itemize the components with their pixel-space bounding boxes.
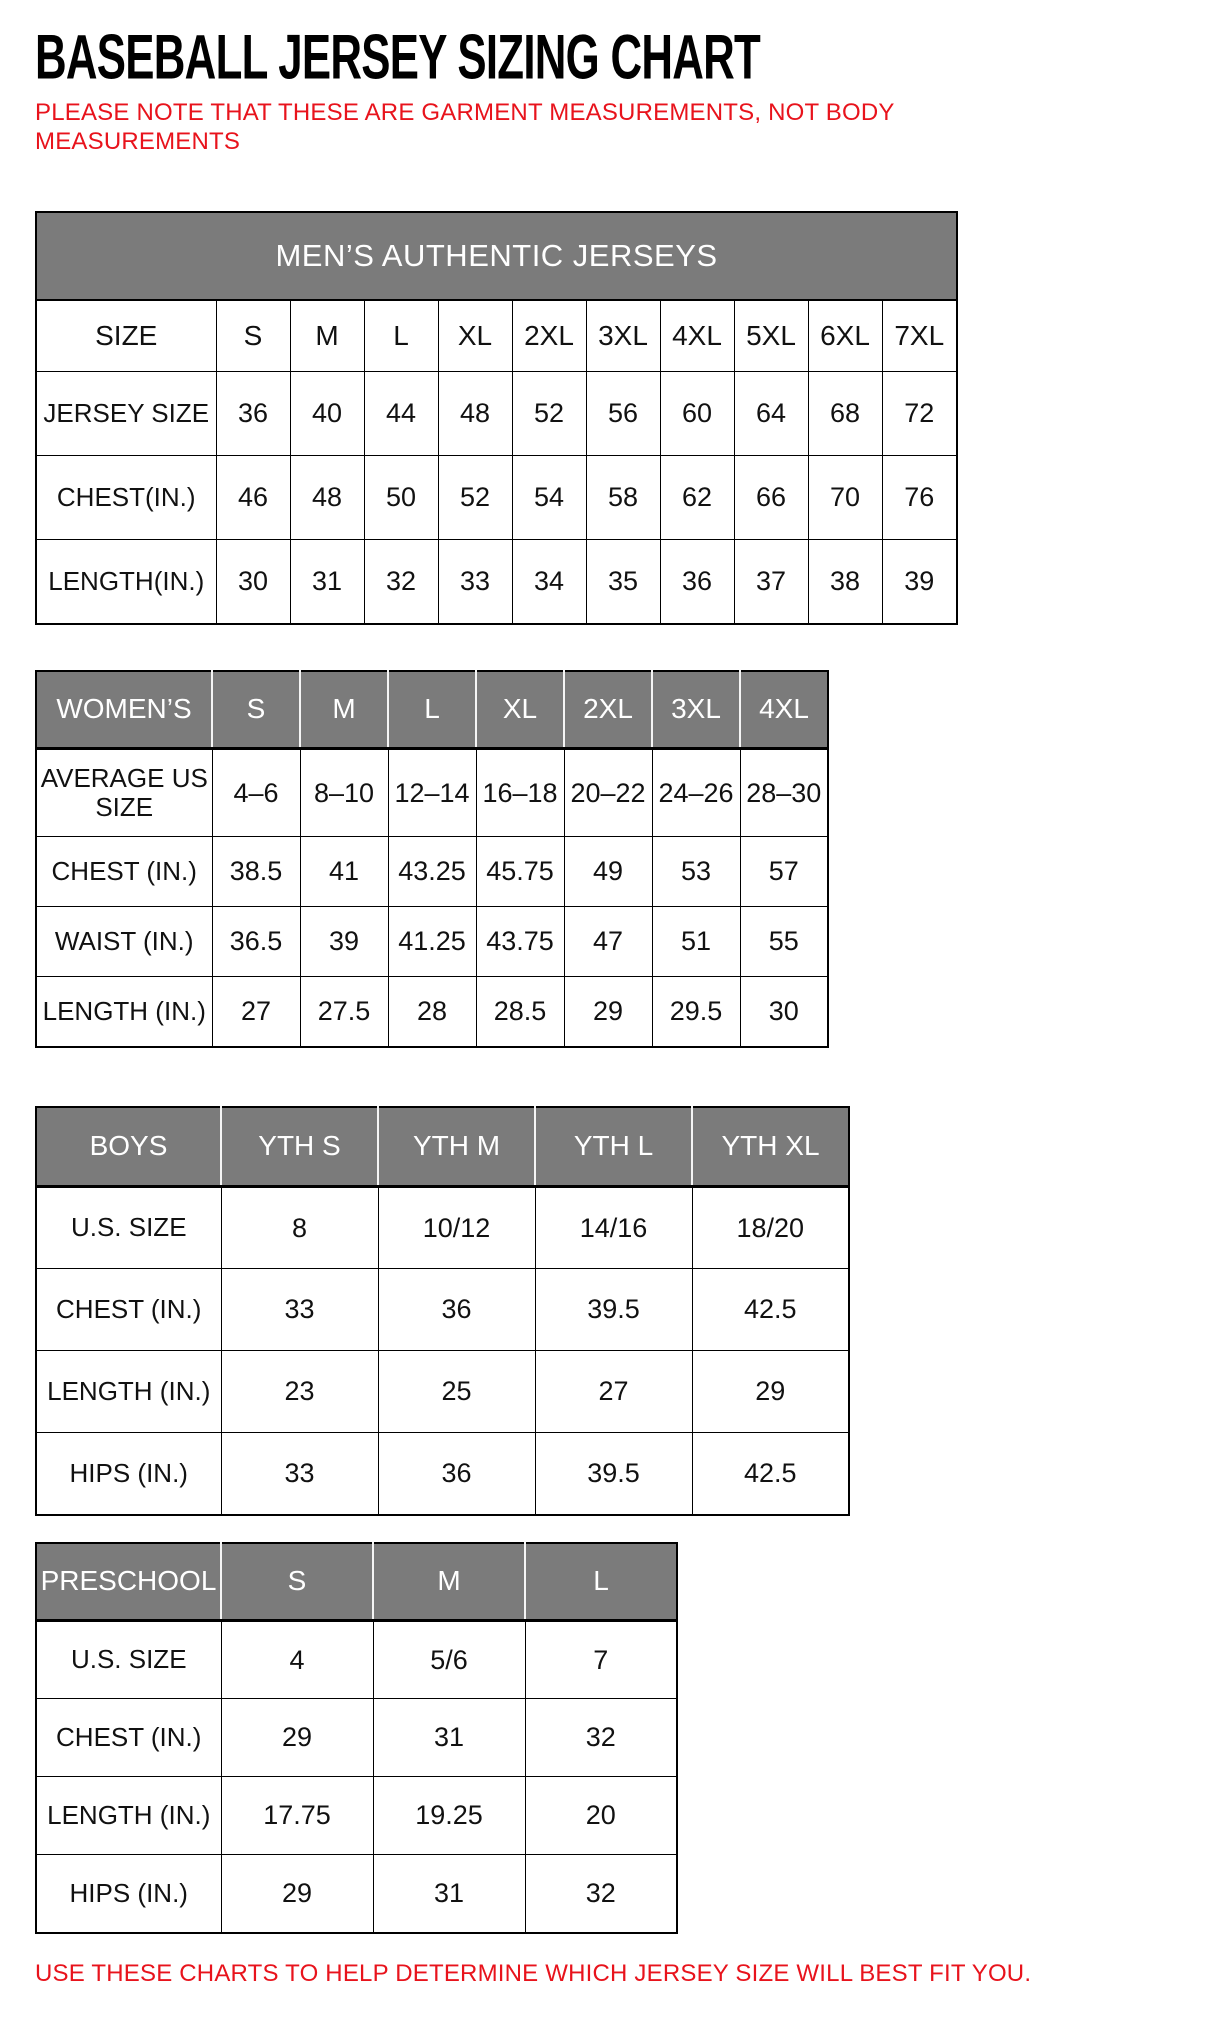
womens-size-cell: 28–30 [740,749,828,837]
womens-size-cell: 16–18 [476,749,564,837]
mens-row-label: LENGTH(IN.) [36,540,216,624]
boys-sizing-table [35,1106,850,1516]
preschool-column-header: S [221,1543,373,1621]
boys-size-cell: 27 [535,1351,692,1433]
womens-size-cell: 39 [300,907,388,977]
page-title [35,22,1190,93]
preschool-size-cell: 29 [221,1855,373,1933]
womens-column-header: 4XL [740,671,828,749]
preschool-row-label: HIPS (IN.) [36,1855,221,1933]
boys-column-header: YTH L [535,1107,692,1187]
womens-size-cell: 28.5 [476,977,564,1047]
footer-note: USE THESE CHARTS TO HELP DETERMINE WHICH JERSEY SIZE WILL BEST FIT YOU. [35,1959,1032,1987]
mens-size-cell: 52 [438,456,512,540]
mens-size-cell: 39 [882,540,957,624]
womens-size-cell: 24–26 [652,749,740,837]
preschool-size-cell: 31 [373,1699,525,1777]
mens-size-cell: 46 [216,456,290,540]
mens-size-cell: 60 [660,372,734,456]
womens-size-cell: 51 [652,907,740,977]
boys-size-cell: 25 [378,1351,535,1433]
mens-size-cell: 58 [586,456,660,540]
boys-size-cell: 29 [692,1351,849,1433]
mens-size-cell: 48 [438,372,512,456]
womens-size-cell: 27 [212,977,300,1047]
mens-size-cell: 38 [808,540,882,624]
boys-size-cell: 8 [221,1187,378,1269]
mens-column-header: 4XL [660,300,734,372]
preschool-sizing-table [35,1542,678,1934]
womens-size-cell: 41 [300,837,388,907]
mens-table-banner: MEN’S AUTHENTIC JERSEYS [36,212,957,300]
boys-row-label: LENGTH (IN.) [36,1351,221,1433]
womens-size-cell: 57 [740,837,828,907]
womens-column-header: 2XL [564,671,652,749]
womens-header-label: WOMEN’S [36,671,212,749]
mens-column-header: 7XL [882,300,957,372]
mens-column-header: 3XL [586,300,660,372]
boys-size-cell: 33 [221,1433,378,1515]
womens-size-cell: 4–6 [212,749,300,837]
mens-size-cell: 72 [882,372,957,456]
boys-size-cell: 18/20 [692,1187,849,1269]
womens-size-cell: 43.75 [476,907,564,977]
boys-size-cell: 39.5 [535,1269,692,1351]
womens-row-label: LENGTH (IN.) [36,977,212,1047]
mens-size-cell: 36 [660,540,734,624]
mens-size-cell: 64 [734,372,808,456]
womens-column-header: L [388,671,476,749]
mens-size-cell: 66 [734,456,808,540]
womens-column-header: 3XL [652,671,740,749]
boys-size-cell: 42.5 [692,1433,849,1515]
mens-size-cell: 54 [512,456,586,540]
preschool-size-cell: 4 [221,1621,373,1699]
boys-size-cell: 10/12 [378,1187,535,1269]
boys-row-label: CHEST (IN.) [36,1269,221,1351]
boys-row-label: U.S. SIZE [36,1187,221,1269]
mens-column-header: S [216,300,290,372]
mens-header-label: SIZE [36,300,216,372]
page-title-text: BASEBALL JERSEY SIZING CHART [35,22,761,93]
womens-size-cell: 30 [740,977,828,1047]
womens-size-cell: 55 [740,907,828,977]
mens-column-header: 6XL [808,300,882,372]
preschool-column-header: L [525,1543,677,1621]
boys-row-label: HIPS (IN.) [36,1433,221,1515]
mens-row-label: JERSEY SIZE [36,372,216,456]
womens-size-cell: 53 [652,837,740,907]
boys-size-cell: 33 [221,1269,378,1351]
mens-size-cell: 32 [364,540,438,624]
mens-size-cell: 50 [364,456,438,540]
mens-size-cell: 40 [290,372,364,456]
mens-size-cell: 35 [586,540,660,624]
womens-row-label: AVERAGE US SIZE [36,749,212,837]
preschool-size-cell: 31 [373,1855,525,1933]
preschool-size-cell: 17.75 [221,1777,373,1855]
mens-size-cell: 62 [660,456,734,540]
mens-row-label: CHEST(IN.) [36,456,216,540]
boys-size-cell: 14/16 [535,1187,692,1269]
mens-column-header: XL [438,300,512,372]
preschool-size-cell: 20 [525,1777,677,1855]
preschool-size-cell: 5/6 [373,1621,525,1699]
garment-measurement-note: PLEASE NOTE THAT THESE ARE GARMENT MEASUREMENTS, NOT BODY MEASUREMENTS [35,99,895,156]
womens-size-cell: 8–10 [300,749,388,837]
womens-column-header: M [300,671,388,749]
womens-size-cell: 12–14 [388,749,476,837]
mens-size-cell: 34 [512,540,586,624]
womens-size-cell: 20–22 [564,749,652,837]
womens-size-cell: 28 [388,977,476,1047]
mens-size-cell: 70 [808,456,882,540]
boys-size-cell: 42.5 [692,1269,849,1351]
mens-column-header: 5XL [734,300,808,372]
mens-size-cell: 52 [512,372,586,456]
mens-size-cell: 37 [734,540,808,624]
mens-size-cell: 30 [216,540,290,624]
mens-size-cell: 68 [808,372,882,456]
mens-size-cell: 76 [882,456,957,540]
womens-size-cell: 38.5 [212,837,300,907]
mens-size-cell: 31 [290,540,364,624]
womens-size-cell: 36.5 [212,907,300,977]
mens-authentic-jerseys-table [35,211,958,625]
preschool-size-cell: 29 [221,1699,373,1777]
womens-size-cell: 43.25 [388,837,476,907]
mens-column-header: 2XL [512,300,586,372]
mens-size-cell: 56 [586,372,660,456]
womens-size-cell: 45.75 [476,837,564,907]
womens-column-header: XL [476,671,564,749]
boys-column-header: YTH XL [692,1107,849,1187]
preschool-row-label: CHEST (IN.) [36,1699,221,1777]
womens-size-cell: 47 [564,907,652,977]
womens-row-label: CHEST (IN.) [36,837,212,907]
mens-size-cell: 33 [438,540,512,624]
mens-size-cell: 44 [364,372,438,456]
preschool-size-cell: 19.25 [373,1777,525,1855]
boys-column-header: YTH M [378,1107,535,1187]
mens-size-cell: 48 [290,456,364,540]
womens-size-cell: 49 [564,837,652,907]
boys-header-label: BOYS [36,1107,221,1187]
mens-size-cell: 36 [216,372,290,456]
mens-column-header: L [364,300,438,372]
womens-size-cell: 41.25 [388,907,476,977]
preschool-size-cell: 7 [525,1621,677,1699]
womens-size-cell: 29.5 [652,977,740,1047]
mens-column-header: M [290,300,364,372]
preschool-row-label: LENGTH (IN.) [36,1777,221,1855]
boys-column-header: YTH S [221,1107,378,1187]
preschool-size-cell: 32 [525,1699,677,1777]
boys-size-cell: 39.5 [535,1433,692,1515]
womens-size-cell: 27.5 [300,977,388,1047]
preschool-column-header: M [373,1543,525,1621]
womens-row-label: WAIST (IN.) [36,907,212,977]
preschool-row-label: U.S. SIZE [36,1621,221,1699]
boys-size-cell: 36 [378,1269,535,1351]
preschool-header-label: PRESCHOOL [36,1543,221,1621]
boys-size-cell: 36 [378,1433,535,1515]
boys-size-cell: 23 [221,1351,378,1433]
womens-sizing-table [35,670,829,1048]
preschool-size-cell: 32 [525,1855,677,1933]
womens-column-header: S [212,671,300,749]
womens-size-cell: 29 [564,977,652,1047]
